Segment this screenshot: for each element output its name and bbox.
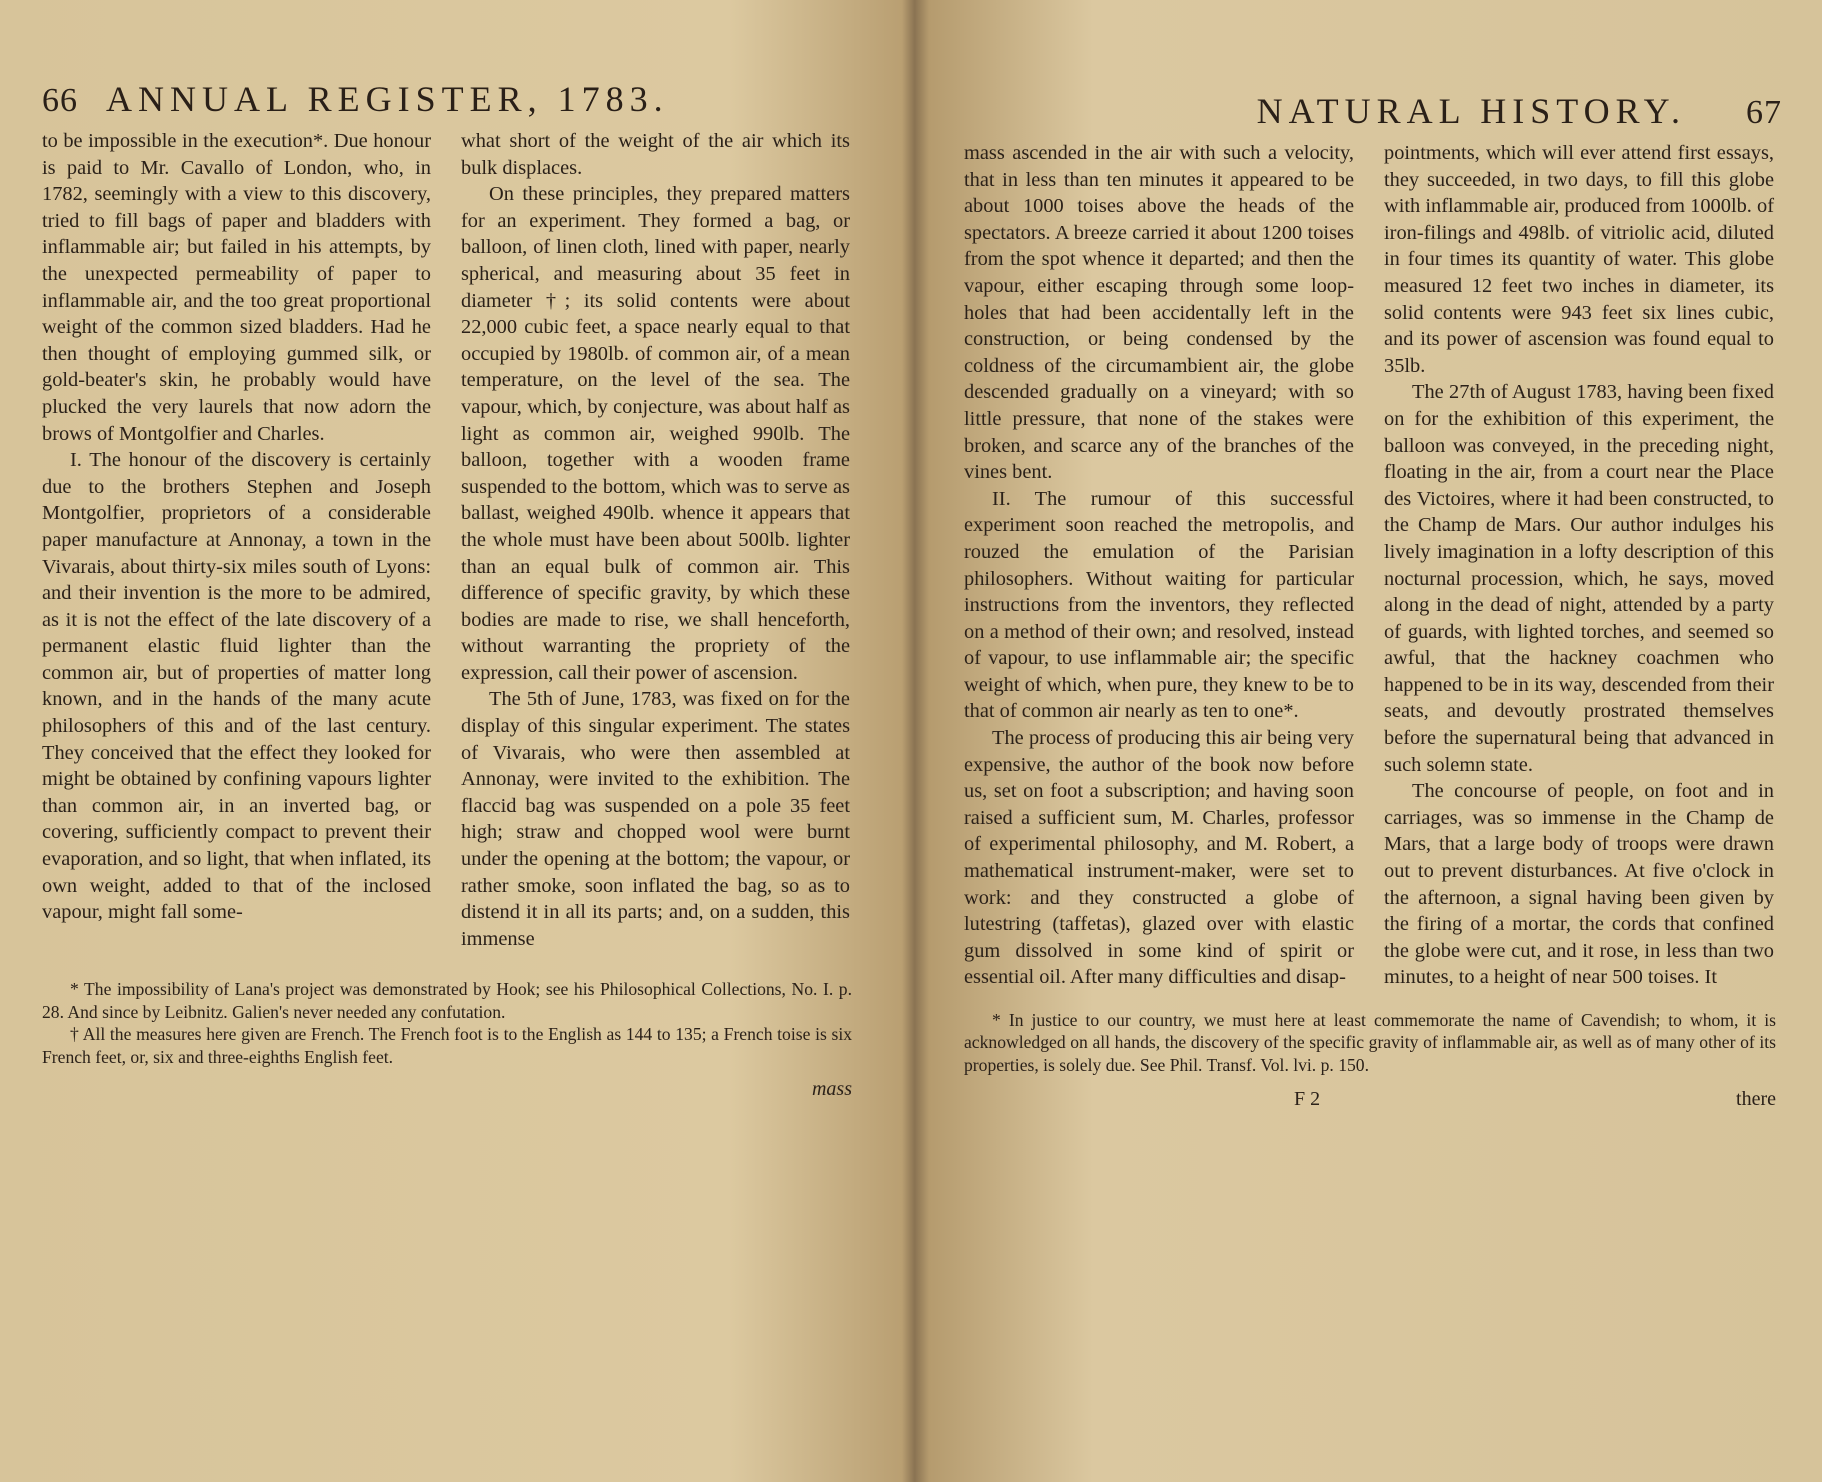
- paragraph: mass ascended in the air with such a velocity, that in less than ten minutes it appeared to be about 1000 toises above the heads of the spectators. A breeze carried it about 1200 toises from the spot whence it departed; and then the vapour, either escaping through some loop-holes that had been accidentally left in the construction, or being condensed by the coldness of the circumambient air, the globe descended gradually on a vineyard; with so little pressure, that none of the stakes were broken, and scarce any of the branches of the vines bent.: [964, 142, 1354, 484]
- running-title-right: NATURAL HISTORY.: [1256, 91, 1686, 131]
- right-page: [932, 0, 1822, 1482]
- paragraph: On these principles, they prepared matters for an experiment. They formed a bag, or balloon, of linen cloth, lined with paper, nearly spherical, and measuring about 35 feet in diameter †; its solid contents were about 22,000 cubic feet, a space nearly equal to that occupied by 1980lb. of common air, of a mean temperature, on the level of the sea. The vapour, which, by conjecture, was about half as light as common air, weighed 990lb. The balloon, together with a wooden frame suspended to the bottom, which was to serve as ballast, weighed 490lb. whence it appears that the whole must have been about 500lb. lighter than an equal bulk of common air. This difference of specific gravity, by which these bodies are made to rise, we shall henceforth, without warranting the propriety of the expression, call their power of ascension.: [461, 183, 850, 684]
- left-column-2: [461, 128, 850, 952]
- footnote: † All the measures here given are French. The French foot is to the English as 144 to 135; a French toise is six French feet, or, six and three-eighths English feet.: [42, 1024, 852, 1067]
- right-column-2: [1384, 140, 1774, 991]
- running-head-right: [964, 90, 1792, 132]
- paragraph: what short of the weight of the air which its bulk displaces.: [461, 130, 850, 179]
- footnote: * The impossibility of Lana's project was demonstrated by Hook; see his Philosophical Collections, No. I. p. 28. And since by Leibnitz. Galien's never needed any confutation.: [42, 979, 852, 1022]
- paragraph: II. The rumour of this successful experiment soon reached the metropolis, and rouzed the emulation of the Parisian philosophers. Without waiting for particular instructions from the inventors, they reflected on a method of their own; and resolved, instead of vapour, to use inflammable air; the specific weight of which, when pure, they knew to be to that of common air nearly as ten to one*.: [964, 487, 1354, 723]
- catchword-left: mass: [811, 1078, 852, 1101]
- left-column-1: [42, 128, 431, 952]
- footnotes-right: [964, 1009, 1776, 1076]
- catchword-right: there: [1736, 1088, 1776, 1111]
- paragraph: pointments, which will ever attend first essays, they succeeded, in two days, to fill this globe with inflammable air, produced from 1000lb. of iron-filings and 498lb. of vitriolic acid, diluted in four times its quantity of water. This globe measured 12 feet two inches in diameter, its solid contents were 943 feet six lines cubic, and its power of ascension was found equal to 35lb.: [1384, 142, 1774, 377]
- paragraph: The process of producing this air being very expensive, the author of the book now before us, set on foot a subscription; and having soon raised a sufficient sum, M. Charles, professor of experimental philosophy, and M. Robert, a mathematical instrument-maker, were set to work: and they constructed a globe of lutestring (taffetas), glazed over with elastic gum dissolved in some kind of spirit or essential oil. After many difficulties and disap-: [964, 727, 1354, 989]
- paragraph: I. The honour of the discovery is certainly due to the brothers Stephen and Joseph Montgolfier, proprietors of a considerable paper manufacture at Annonay, a town in the Vivarais, about thirty-six miles south of Lyons: and their invention is the more to be admired, as it is not the effect of the late discovery of a permanent elastic fluid lighter than the common air, but of properties of matter long known, and in the hands of the many acute philosophers of this and of the last century. They conceived that the effect they looked for might be obtained by confining vapours lighter than common air, in an inverted bag, or covering, sufficiently compact to prevent their evaporation, and so light, that when inflated, its own weight, added to that of the inclosed vapour, might fall some-: [42, 449, 431, 924]
- left-page: [0, 0, 890, 1482]
- paragraph: to be impossible in the execution*. Due honour is paid to Mr. Cavallo of London, who, in 1782, seemingly with a view to this discovery, tried to fill bags of paper and bladders with inflammable air; but failed in his attempts, by the unexpected permeability of paper to inflammable air, and the too great proportional weight of the common sized bladders. Had he then thought of employing gummed silk, or gold-beater's skin, he probably would have plucked the very laurels that now adorn the brows of Montgolfier and Charles.: [42, 130, 431, 445]
- right-columns: [964, 140, 1792, 991]
- paragraph: The 27th of August 1783, having been fixed on for the exhibition of this experiment, the balloon was conveyed, in the preceding night, floating in the air, from a court near the Place des Victoires, where it had been constructed, to the Champ de Mars. Our author indulges his lively imagination in a lofty description of this nocturnal procession, which, he says, moved along in the dead of night, attended by a party of guards, with lighted torches, and seemed so awful, that the hackney coachmen who happened to be in its way, descended from their seats, and devoutly prostrated themselves before the supernatural being that advanced in such solemn state.: [1384, 381, 1774, 776]
- running-title-left: ANNUAL REGISTER, 1783.: [106, 79, 669, 119]
- paragraph: The 5th of June, 1783, was fixed on for the display of this singular experiment. The states of Vivarais, who were then assembled at Annonay, were invited to the exhibition. The flaccid bag was suspended on a pole 35 feet high; straw and chopped wool were burnt under the opening at the bottom; the vapour, or rather smoke, soon inflated the bag, so as to distend it in all its parts; and, on a sudden, this immense: [461, 688, 850, 950]
- footnotes-left: [42, 978, 852, 1068]
- page-foot-right: [964, 1088, 1776, 1111]
- right-column-1: [964, 140, 1354, 991]
- page-number-right: 67: [1746, 94, 1782, 131]
- footnote: * In justice to our country, we must here at least commemorate the name of Cavendish; to whom, it is acknowledged on all hands, the discovery of the specific gravity of inflammable air, as well as of many other of its properties, is solely due. See Phil. Transf. Vol. lvi. p. 150.: [964, 1010, 1776, 1075]
- paragraph: The concourse of people, on foot and in carriages, was so immense in the Champ de Mars, that a large body of troops were drawn out to prevent disturbances. At five o'clock in the afternoon, a signal having been given by the firing of a mortar, the cords that confined the globe were cut, and it rose, in less than two minutes, to a height of near 500 toises. It: [1384, 780, 1774, 989]
- running-head-left: [42, 78, 850, 120]
- page-number-left: 66: [42, 82, 78, 119]
- signature-mark: F 2: [1294, 1088, 1321, 1111]
- left-columns: [42, 128, 850, 952]
